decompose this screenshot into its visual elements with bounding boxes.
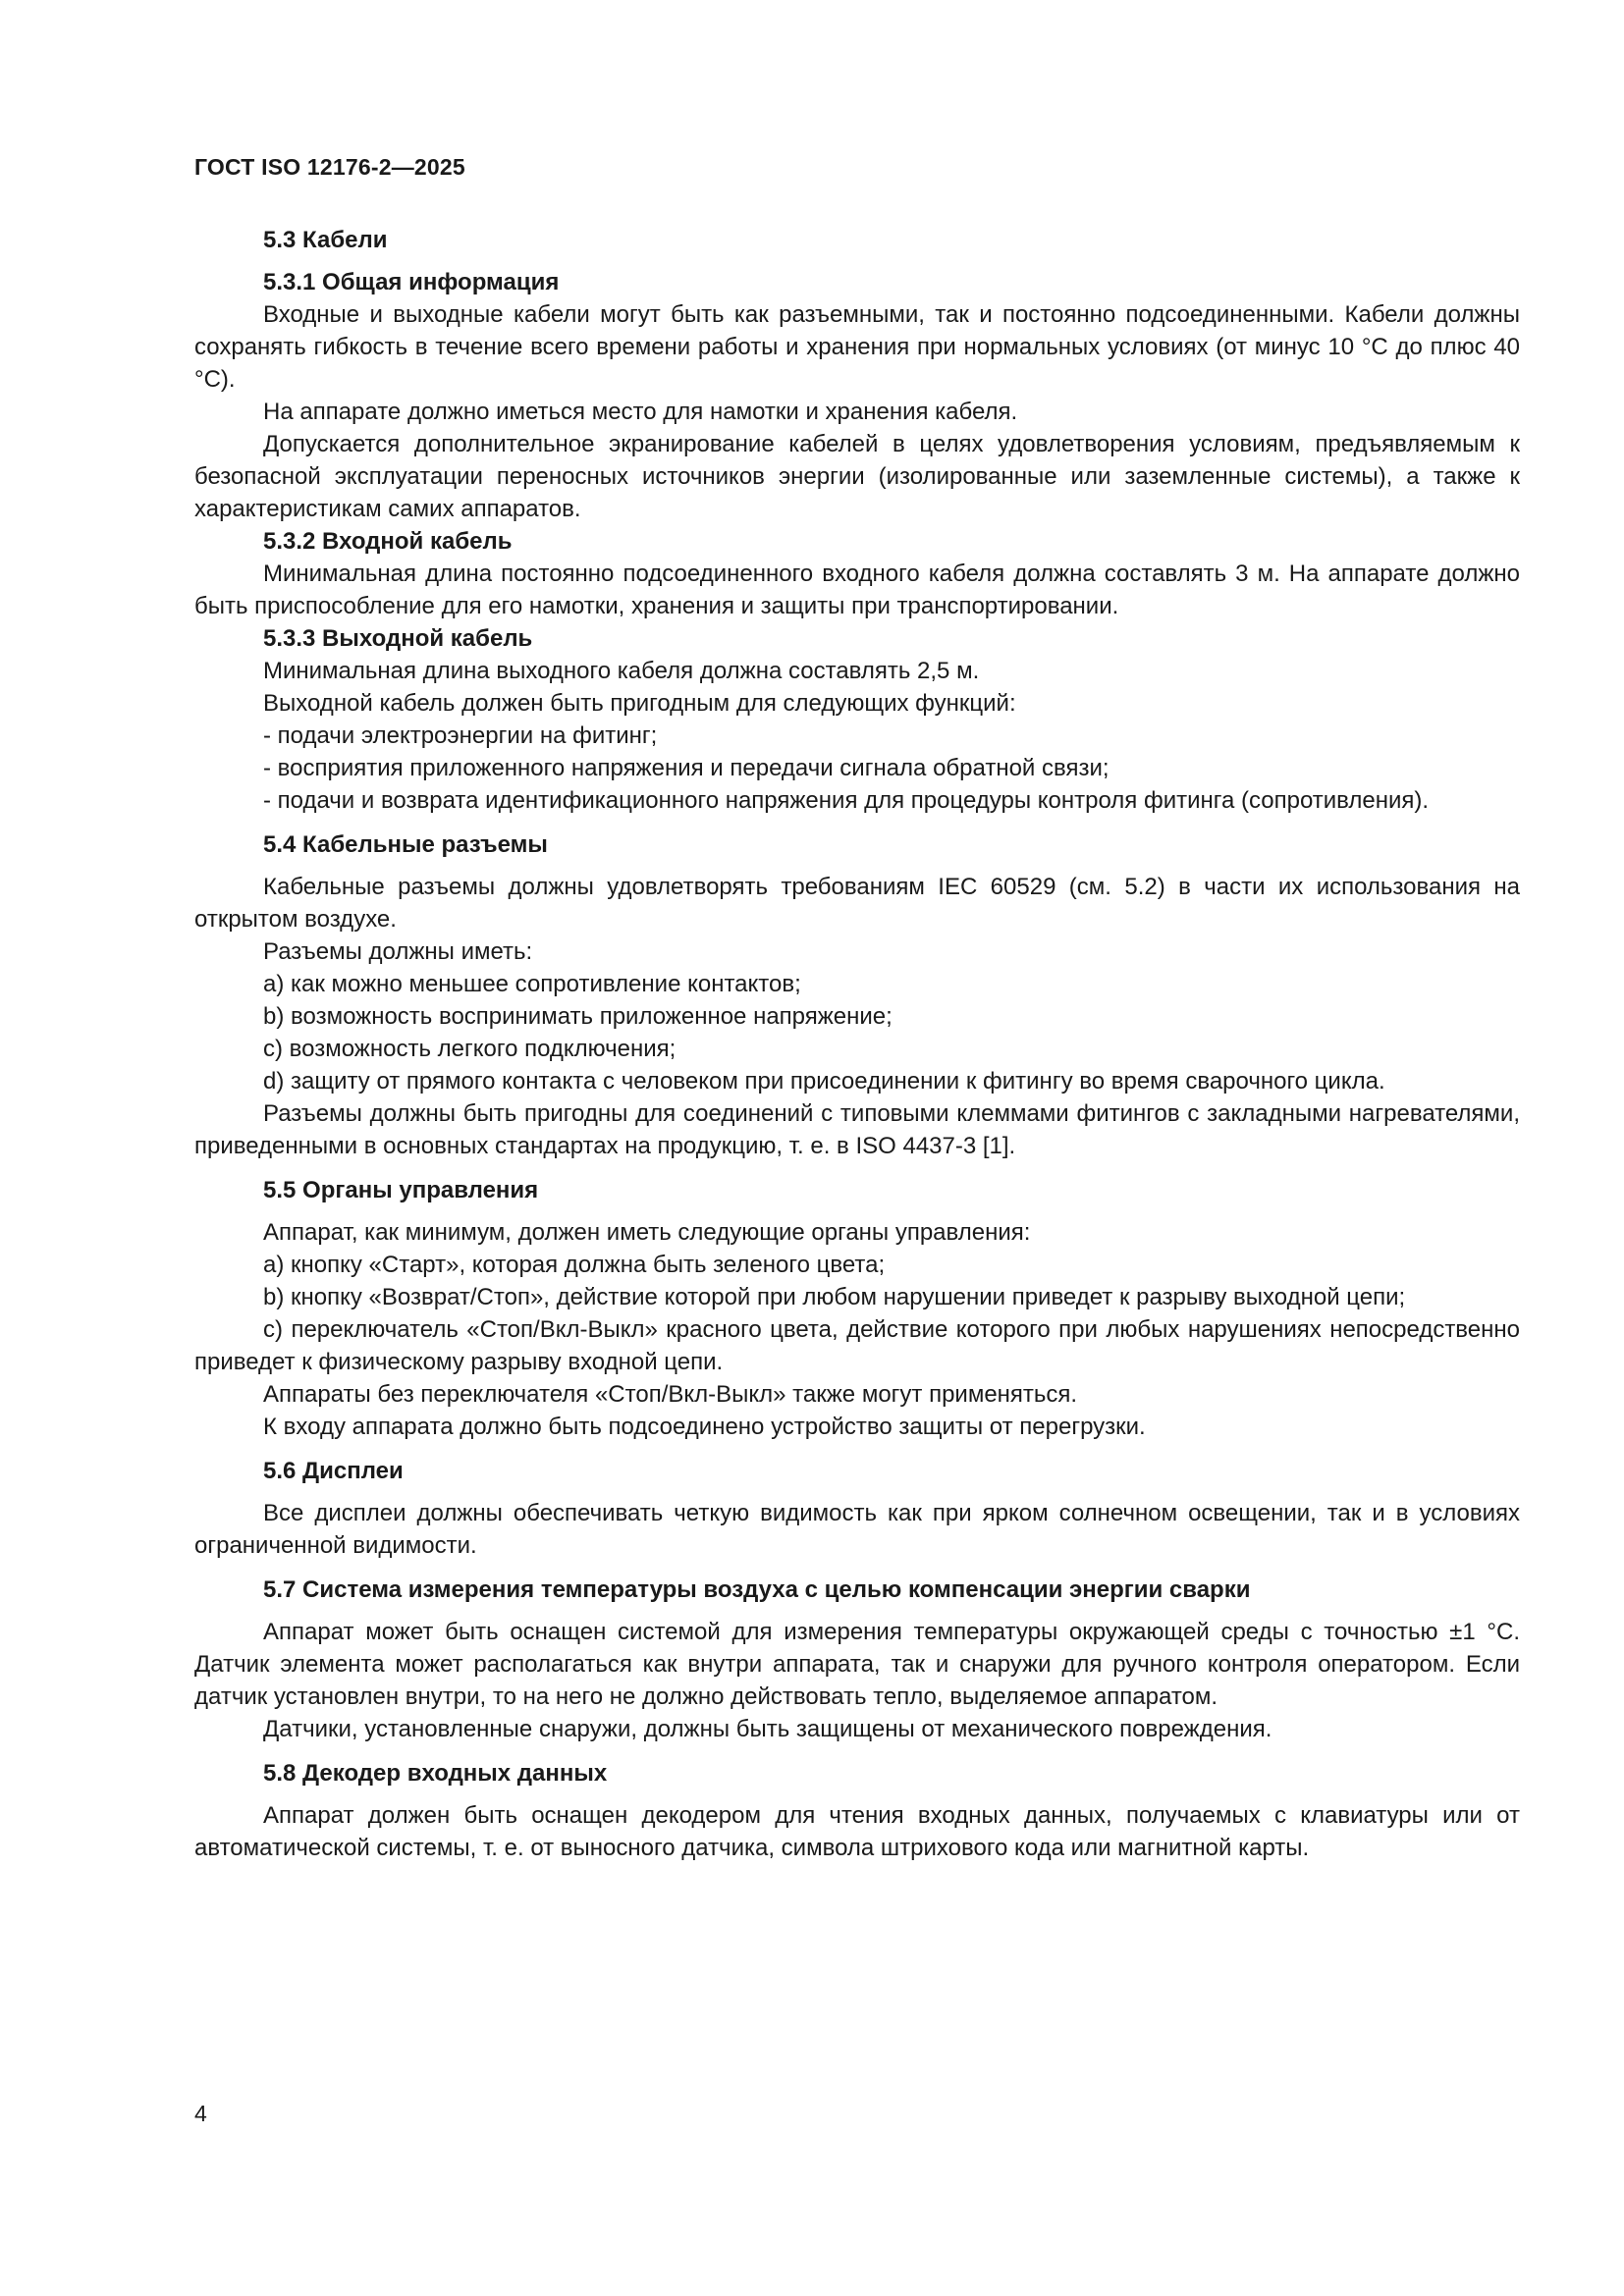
section-gap: [194, 1443, 1520, 1455]
paragraph: c) переключатель «Стоп/Вкл-Выкл» красного цвета, действие которого при любых нарушениях непосредственно приведет к физическому разрыву входной цепи.: [194, 1316, 1520, 1375]
paragraph: Допускается дополнительное экранирование кабелей в целях удовлетворения условиям, предъявляемым к безопасной эксплуатации переносных источников энергии (изолированные или заземленные системы), а также к характеристикам самих аппаратов.: [194, 431, 1520, 522]
paragraph: Аппарат должен быть оснащен декодером для чтения входных данных, получаемых с клавиатуры или от автоматической системы, т. е. от выносного датчика, символа штрихового кода или магнитной карты.: [194, 1802, 1520, 1861]
paragraph: - подачи электроэнергии на фитинг;: [263, 722, 658, 749]
paragraph: Кабельные разъемы должны удовлетворять требованиям IEC 60529 (см. 5.2) в части их использования на открытом воздухе.: [194, 874, 1520, 933]
section-gap: [194, 1745, 1520, 1757]
page-number: 4: [194, 2101, 207, 2126]
paragraph: Выходной кабель должен быть пригодным для следующих функций:: [263, 690, 1016, 717]
paragraph: Разъемы должны быть пригодны для соединений с типовыми клеммами фитингов с закладными нагревателями, приведенными в основных стандартах на продукцию, т. е. в ISO 4437-3 [1].: [194, 1100, 1520, 1159]
section-heading: 5.8 Декодер входных данных: [263, 1760, 608, 1787]
paragraph: - подачи и возврата идентификационного напряжения для процедуры контроля фитинга (сопротивления).: [263, 787, 1430, 814]
section-heading: 5.3 Кабели: [263, 227, 388, 253]
section-gap: [194, 817, 1520, 828]
paragraph: a) как можно меньшее сопротивление контактов;: [263, 971, 801, 997]
paragraph: Разъемы должны иметь:: [263, 938, 533, 965]
paragraph: Минимальная длина выходного кабеля должна составлять 2,5 м.: [263, 658, 980, 684]
paragraph: Датчики, установленные снаружи, должны быть защищены от механического повреждения.: [263, 1716, 1272, 1742]
paragraph: Аппарат, как минимум, должен иметь следующие органы управления:: [263, 1219, 1031, 1246]
section-heading: 5.6 Дисплеи: [263, 1458, 404, 1484]
paragraph: Аппарат может быть оснащен системой для измерения температуры окружающей среды с точностью ±1 °С. Датчик элемента может располагаться как внутри аппарата, так и снаружи для ручного контроля оператором. Если датчик установлен внутри, то на него не должно действовать тепло, выделяемое аппаратом.: [194, 1619, 1520, 1710]
document-body: [194, 224, 1520, 1864]
paragraph: b) возможность воспринимать приложенное напряжение;: [263, 1003, 893, 1030]
subsection-heading: 5.3.2 Входной кабель: [263, 528, 513, 555]
paragraph: d) защиту от прямого контакта с человеком при присоединении к фитингу во время сварочного цикла.: [263, 1068, 1385, 1095]
section-heading: 5.7 Система измерения температуры воздуха с целью компенсации энергии сварки: [263, 1576, 1251, 1603]
paragraph: a) кнопку «Старт», которая должна быть зеленого цвета;: [263, 1252, 886, 1278]
paragraph: Входные и выходные кабели могут быть как разъемными, так и постоянно подсоединенными. Кабели должны сохранять гибкость в течение всего времени работы и хранения при нормальных условиях (от минус 10 °С до плюс 40 °С).: [194, 301, 1520, 393]
section-gap: [194, 1162, 1520, 1174]
paragraph: c) возможность легкого подключения;: [263, 1036, 677, 1062]
subsection-heading: 5.3.1 Общая информация: [263, 269, 560, 295]
paragraph: Все дисплеи должны обеспечивать четкую видимость как при ярком солнечном освещении, так и в условиях ограниченной видимости.: [194, 1500, 1520, 1559]
section-heading: 5.4 Кабельные разъемы: [263, 831, 548, 858]
paragraph: - восприятия приложенного напряжения и передачи сигнала обратной связи;: [263, 755, 1110, 781]
section-gap: [194, 1562, 1520, 1574]
subsection-heading: 5.3.3 Выходной кабель: [263, 625, 533, 652]
paragraph: Аппараты без переключателя «Стоп/Вкл-Выкл» также могут применяться.: [263, 1381, 1078, 1408]
paragraph: b) кнопку «Возврат/Стоп», действие которой при любом нарушении приведет к разрыву выходной цепи;: [263, 1284, 1406, 1310]
section-heading: 5.5 Органы управления: [263, 1177, 539, 1203]
paragraph: Минимальная длина постоянно подсоединенного входного кабеля должна составлять 3 м. На аппарате должно быть приспособление для его намотки, хранения и защиты при транспортировании.: [194, 561, 1520, 619]
paragraph: На аппарате должно иметься место для намотки и хранения кабеля.: [263, 399, 1018, 425]
paragraph: К входу аппарата должно быть подсоединено устройство защиты от перегрузки.: [263, 1414, 1146, 1440]
document-header: ГОСТ ISO 12176-2—2025: [194, 154, 465, 180]
